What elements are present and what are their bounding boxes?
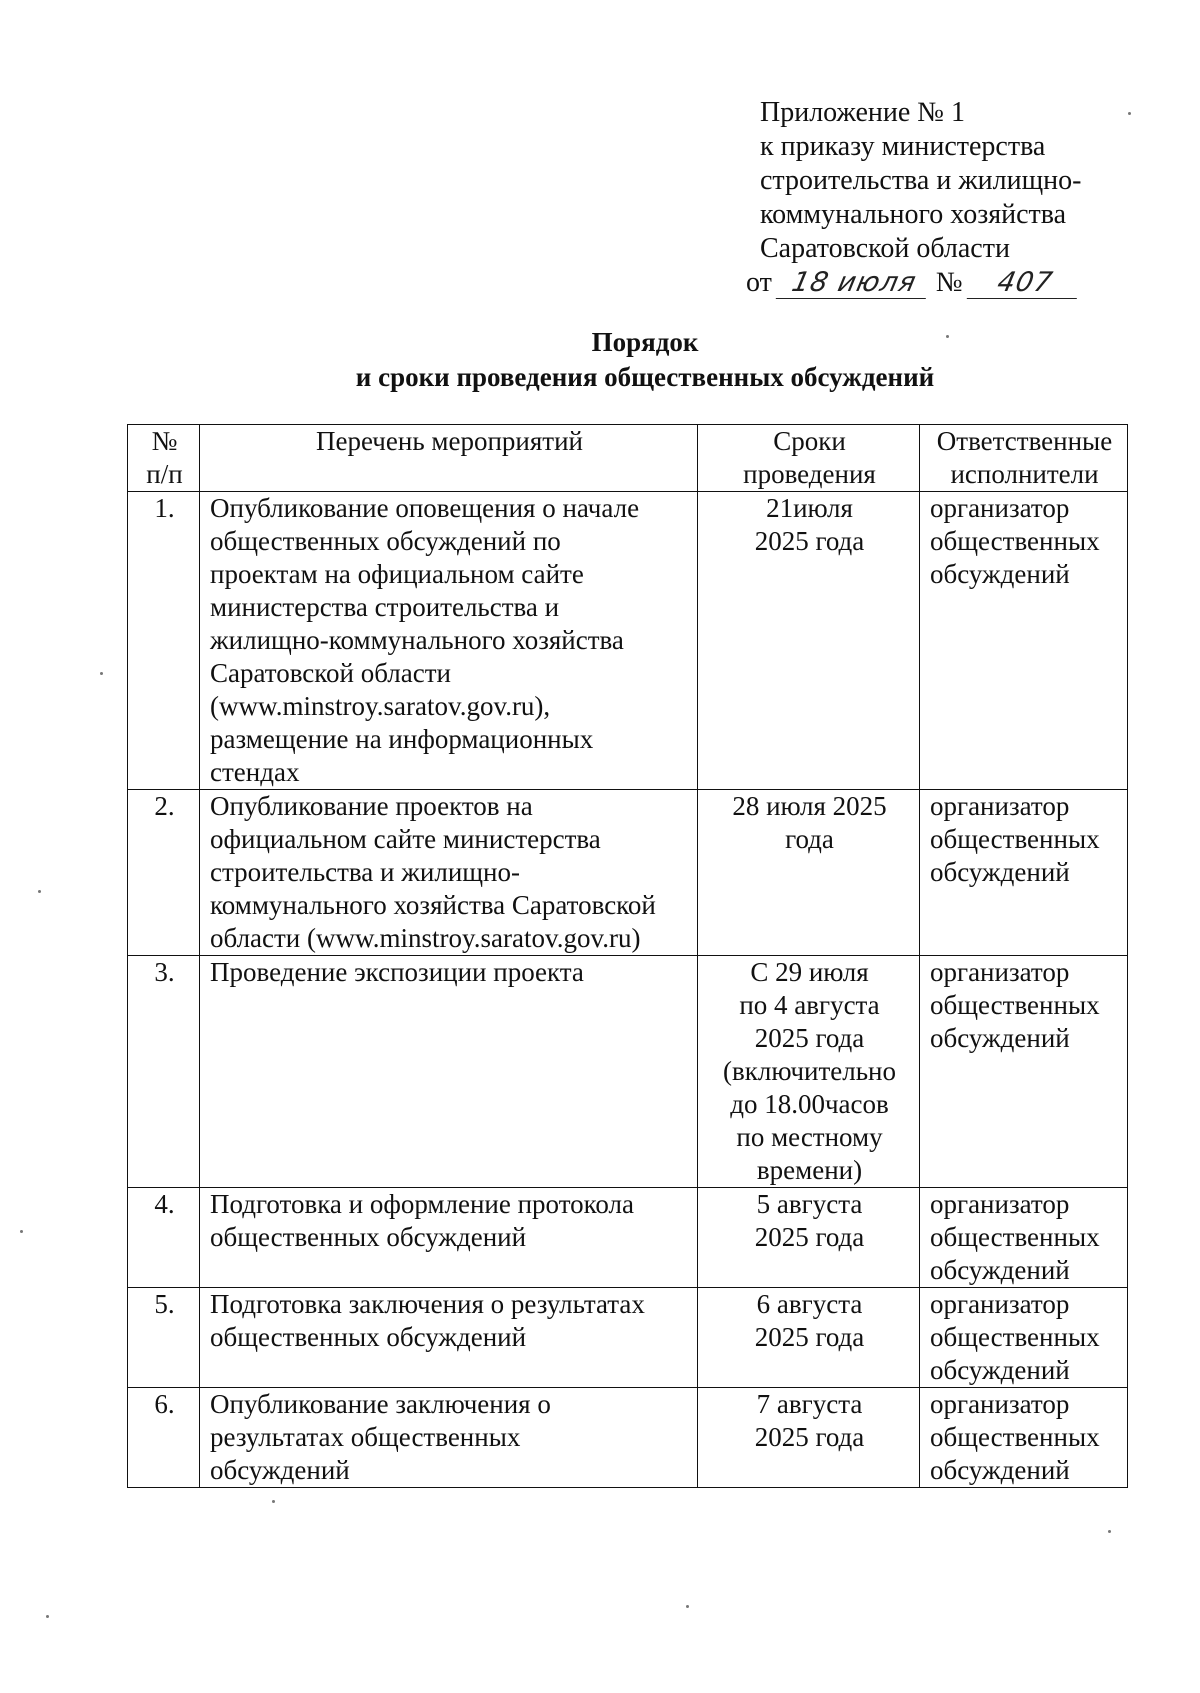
scan-speck bbox=[946, 335, 949, 338]
row-activity: Опубликование заключения о результатах общественных обсуждений bbox=[200, 1388, 698, 1488]
row-date: 7 августа 2025 года bbox=[698, 1388, 920, 1488]
row-responsible: организатор общественных обсуждений bbox=[920, 956, 1128, 1188]
appendix-line: к приказу министерства bbox=[760, 131, 1046, 162]
appendix-block bbox=[746, 96, 1180, 300]
row-date: 6 августа 2025 года bbox=[698, 1288, 920, 1388]
row-number: 2. bbox=[128, 790, 200, 956]
scan-speck bbox=[1128, 112, 1131, 115]
row-activity: Подготовка и оформление протокола общественных обсуждений bbox=[200, 1188, 698, 1288]
table-row bbox=[128, 492, 1128, 790]
scan-speck bbox=[272, 1500, 275, 1503]
row-date: 5 августа 2025 года bbox=[698, 1188, 920, 1288]
appendix-title: Приложение № 1 bbox=[760, 97, 965, 128]
row-number: 6. bbox=[128, 1388, 200, 1488]
header-responsible: Ответственные исполнители bbox=[920, 425, 1128, 492]
row-date: 28 июля 2025 года bbox=[698, 790, 920, 956]
handwritten-order-number: 407 bbox=[966, 268, 1083, 299]
scan-speck bbox=[1108, 1530, 1111, 1533]
row-responsible: организатор общественных обсуждений bbox=[920, 790, 1128, 956]
title-line-1: Порядок bbox=[591, 327, 699, 357]
scan-speck bbox=[686, 1605, 689, 1608]
row-activity: Опубликование проектов на официальном сайте министерства строительства и жилищно- коммунального хозяйства Саратовской области (www.minstroy.saratov.gov.ru) bbox=[200, 790, 698, 956]
scan-speck bbox=[46, 1615, 49, 1618]
row-date: С 29 июля по 4 августа 2025 года (включительно до 18.00часов по местному времени) bbox=[698, 956, 920, 1188]
table-row bbox=[128, 956, 1128, 1188]
header-dates: Сроки проведения bbox=[698, 425, 920, 492]
table-row bbox=[128, 1288, 1128, 1388]
document-title bbox=[0, 325, 1200, 395]
order-date-number-line bbox=[746, 266, 1180, 300]
schedule-table bbox=[127, 424, 1128, 1488]
handwritten-date: 18 июля bbox=[776, 268, 933, 299]
row-responsible: организатор общественных обсуждений bbox=[920, 1288, 1128, 1388]
table-header-row bbox=[128, 425, 1128, 492]
table-row bbox=[128, 790, 1128, 956]
row-number: 1. bbox=[128, 492, 200, 790]
from-label: от bbox=[746, 267, 772, 298]
row-responsible: организатор общественных обсуждений bbox=[920, 492, 1128, 790]
row-date: 21июля 2025 года bbox=[698, 492, 920, 790]
table-row bbox=[128, 1388, 1128, 1488]
number-label: № bbox=[935, 267, 963, 298]
row-activity: Проведение экспозиции проекта bbox=[200, 956, 698, 1188]
row-activity: Опубликование оповещения о начале общественных обсуждений по проектам на официальном сайте министерства строительства и жилищно-коммунального хозяйства Саратовской области (www.minstroy.saratov.gov.ru), размещение на информационных стендах bbox=[200, 492, 698, 790]
header-num: № п/п bbox=[128, 425, 200, 492]
appendix-line: строительства и жилищно- bbox=[760, 165, 1082, 196]
row-number: 3. bbox=[128, 956, 200, 1188]
row-number: 5. bbox=[128, 1288, 200, 1388]
scan-speck bbox=[38, 890, 41, 893]
row-responsible: организатор общественных обсуждений bbox=[920, 1388, 1128, 1488]
appendix-line: Саратовской области bbox=[760, 233, 1010, 264]
table-row bbox=[128, 1188, 1128, 1288]
title-line-2: и сроки проведения общественных обсуждений bbox=[355, 362, 935, 392]
row-responsible: организатор общественных обсуждений bbox=[920, 1188, 1128, 1288]
appendix-line: коммунального хозяйства bbox=[760, 199, 1067, 230]
header-activities: Перечень мероприятий bbox=[200, 425, 698, 492]
row-activity: Подготовка заключения о результатах общественных обсуждений bbox=[200, 1288, 698, 1388]
row-number: 4. bbox=[128, 1188, 200, 1288]
scan-speck bbox=[20, 1230, 23, 1233]
scan-speck bbox=[100, 672, 103, 675]
